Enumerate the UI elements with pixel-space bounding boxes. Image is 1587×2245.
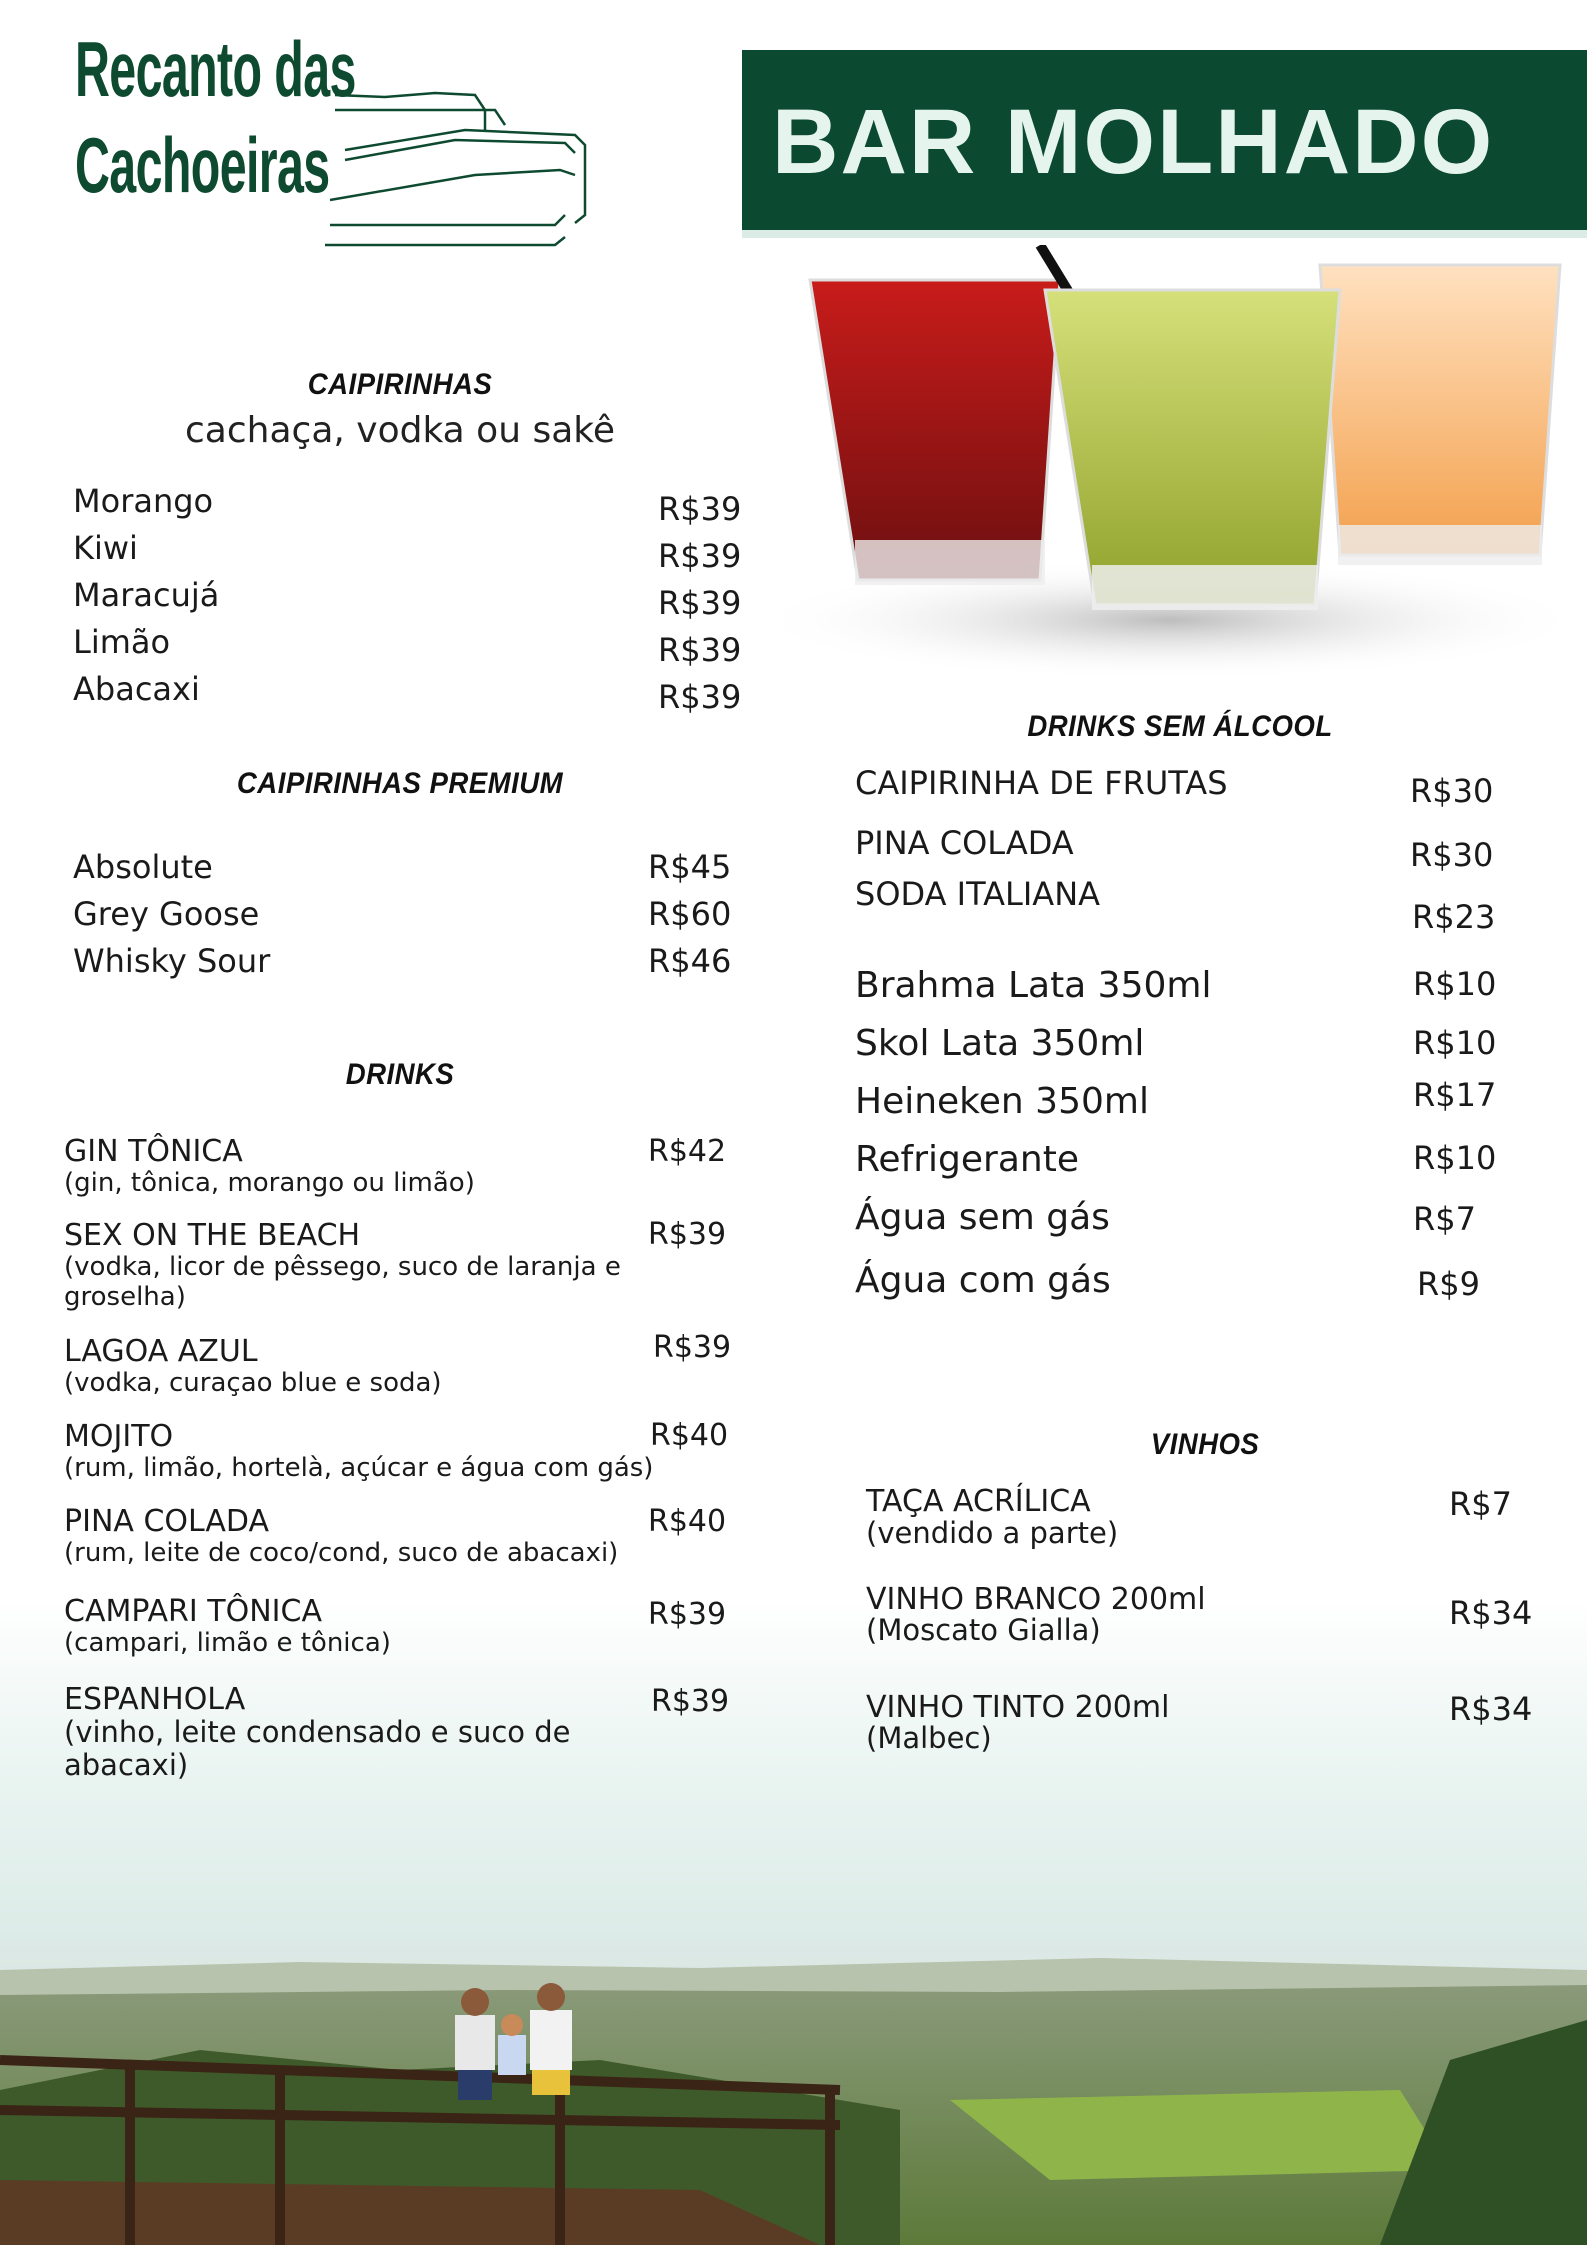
menu-item-name: CAIPIRINHA DE FRUTAS [855,764,1228,802]
menu-item-price: R$30 [1410,772,1494,810]
drink-price: R$39 [653,1330,732,1365]
menu-item-price: R$39 [658,490,742,528]
menu-item-name: Maracujá [73,576,220,614]
beverage-name: Brahma Lata 350ml [855,965,1212,1006]
wine-price: R$34 [1449,1690,1533,1728]
beverage-name: Água com gás [855,1260,1111,1301]
drink-name: MOJITO [64,1419,174,1454]
beverage-name: Heineken 350ml [855,1081,1149,1122]
menu-item-name: Whisky Sour [73,942,271,980]
drink-price: R$39 [648,1217,727,1252]
menu-item-name: Limão [73,623,171,661]
beverage-price: R$10 [1413,1139,1497,1177]
section-title-premium: CAIPIRINHAS PREMIUM [236,767,564,800]
drink-description: (campari, limão e tônica) [64,1628,391,1658]
drink-name: ESPANHOLA [64,1682,246,1717]
menu-item-price: R$60 [648,895,732,933]
menu-item-price: R$39 [658,537,742,575]
title-banner [742,50,1587,230]
beverage-name: Água sem gás [855,1197,1110,1238]
brand-logo [75,25,595,245]
drink-name: LAGOA AZUL [64,1334,258,1369]
drink-name: SEX ON THE BEACH [64,1218,361,1253]
menu-item-name: SODA ITALIANA [855,875,1101,913]
wine-name: VINHO TINTO 200ml [866,1690,1170,1725]
caipirinhas-subtitle: cachaça, vodka ou sakê [185,410,615,451]
drink-description: (rum, leite de coco/cond, suco de abacaxi) [64,1538,619,1568]
section-title-drinks: DRINKS [345,1058,455,1091]
caipirinha-glasses-image [740,245,1587,675]
wine-price: R$7 [1449,1485,1512,1523]
beverage-price: R$9 [1417,1265,1480,1303]
wine-description: (Malbec) [866,1721,992,1755]
drink-description: (vodka, licor de pêssego, suco de laranja e groselha) [64,1252,621,1312]
menu-item-name: Kiwi [73,529,138,567]
drink-description: (rum, limão, hortelà, açúcar e água com gás) [64,1453,654,1483]
menu-item-price: R$39 [658,631,742,669]
menu-item-price: R$45 [648,848,732,886]
menu-item-name: Morango [73,482,214,520]
section-title-vinhos: VINHOS [1150,1428,1260,1461]
brand-line-1: Recanto das [75,25,356,113]
beverage-price: R$7 [1413,1200,1476,1238]
beverage-price: R$17 [1413,1076,1497,1114]
waterfall-logo-icon [325,55,665,255]
brand-line-2: Cachoeiras [75,121,330,209]
menu-item-price: R$39 [658,678,742,716]
banner-title: BAR MOLHADO [772,91,1495,193]
menu-item-name: PINA COLADA [855,824,1074,862]
section-title-caipirinhas: CAIPIRINHAS [307,368,493,401]
drink-name: CAMPARI TÔNICA [64,1594,322,1629]
wine-price: R$34 [1449,1594,1533,1632]
beverage-price: R$10 [1413,1024,1497,1062]
drink-price: R$40 [650,1418,729,1453]
drink-description: (vinho, leite condensado e suco de abacaxi) [64,1715,571,1783]
wine-description: (Moscato Gialla) [866,1613,1101,1647]
wine-name: TAÇA ACRÍLICA [866,1484,1091,1519]
drink-price: R$39 [651,1684,730,1719]
beverage-name: Refrigerante [855,1139,1079,1180]
wine-name: VINHO BRANCO 200ml [866,1582,1206,1617]
menu-item-name: Grey Goose [73,895,260,933]
menu-item-name: Absolute [73,848,213,886]
menu-item-price: R$30 [1410,836,1494,874]
wine-description: (vendido a parte) [866,1516,1119,1550]
drink-price: R$42 [648,1134,727,1169]
beverage-name: Skol Lata 350ml [855,1023,1145,1064]
drink-name: GIN TÔNICA [64,1134,243,1169]
landscape-photo [0,1940,1587,2245]
menu-item-price: R$46 [648,942,732,980]
menu-item-price: R$39 [658,584,742,622]
drink-price: R$40 [648,1504,727,1539]
beverage-price: R$10 [1413,965,1497,1003]
menu-item-price: R$23 [1412,898,1496,936]
menu-item-name: Abacaxi [73,670,200,708]
drink-description: (gin, tônica, morango ou limão) [64,1168,475,1198]
section-title-sem-alcool: DRINKS SEM ÁLCOOL [1027,710,1333,743]
drink-description: (vodka, curaçao blue e soda) [64,1368,442,1398]
drink-price: R$39 [648,1597,727,1632]
drink-name: PINA COLADA [64,1504,270,1539]
